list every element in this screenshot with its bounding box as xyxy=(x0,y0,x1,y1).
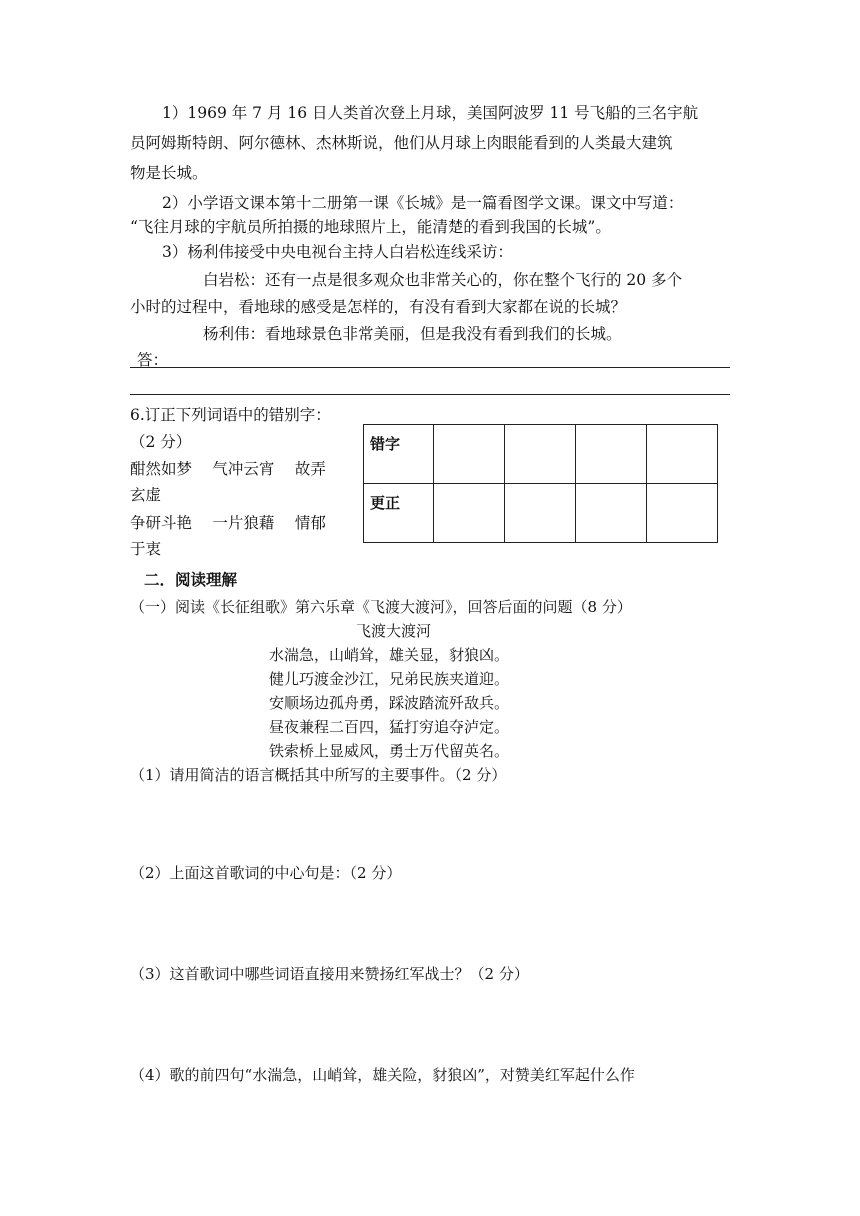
q6-score: （2 分） xyxy=(130,433,192,451)
passage-1-line-1: 1）1969 年 7 月 16 日人类首次登上月球，美国阿波罗 11 号飞船的三名宇航 xyxy=(162,104,699,122)
section-heading: 二．阅读理解 xyxy=(144,571,238,589)
q6-words-line-2: 玄虚 xyxy=(130,486,162,504)
correction-cell[interactable] xyxy=(434,484,505,543)
correction-label: 更正 xyxy=(364,484,434,543)
poem-line: 铁索桥上显威风，勇士万代留英名。 xyxy=(269,742,510,760)
question-1: （1）请用简洁的语言概括其中所写的主要事件。（2 分） xyxy=(130,766,507,784)
poem-line: 安顺场边孤舟勇，踩波踏流歼敌兵。 xyxy=(269,694,510,712)
q6-words-line-1: 酣然如梦 气冲云宵 故弄 xyxy=(130,460,326,478)
poem-title: 飞渡大渡河 xyxy=(356,622,432,640)
poem-line: 健儿巧渡金沙江，兄弟民族夹道迎。 xyxy=(269,670,510,688)
passage-1-line-3: 物是长城。 xyxy=(130,164,208,182)
passage-3-line-2: 白岩松：还有一点是很多观众也非常关心的，你在整个飞行的 20 多个 xyxy=(203,271,683,289)
passage-2-line-2: “飞往月球的宇航员所拍摄的地球照片上，能清楚的看到我国的长城”。 xyxy=(130,218,611,236)
answer-line-2[interactable] xyxy=(130,394,730,395)
wrong-char-cell[interactable] xyxy=(434,425,505,484)
question-4: （4）歌的前四句“水湍急，山峭耸，雄关险，豺狼凶”，对赞美红军起什么作 xyxy=(130,1066,635,1084)
wrong-char-cell[interactable] xyxy=(505,425,576,484)
answer-line-1[interactable] xyxy=(130,367,730,368)
passage-2-line-1: 2）小学语文课本第十二册第一课《长城》是一篇看图学文课。课文中写道： xyxy=(162,194,684,212)
wrong-char-cell[interactable] xyxy=(576,425,647,484)
q6-words-line-4: 于衷 xyxy=(130,540,162,558)
q6-words-line-3: 争研斗艳 一片狼藉 情郁 xyxy=(130,514,326,532)
q6-title: 6.订正下列词语中的错别字： xyxy=(130,406,331,424)
passage-1-line-2: 员阿姆斯特朗、阿尔德林、杰林斯说，他们从月球上肉眼能看到的人类最大建筑 xyxy=(130,134,673,152)
reading-intro: （一）阅读《长征组歌》第六乐章《飞渡大渡河》，回答后面的问题（8 分） xyxy=(130,598,632,616)
wrong-char-label: 错字 xyxy=(364,425,434,484)
poem-line: 昼夜兼程二百四，猛打穷追夺泸定。 xyxy=(269,718,510,736)
passage-3-line-4: 杨利伟：看地球景色非常美丽，但是我没有看到我们的长城。 xyxy=(203,325,622,343)
correction-cell[interactable] xyxy=(505,484,576,543)
answer-label: 答： xyxy=(137,351,169,369)
passage-3-line-3: 小时的过程中，看地球的感受是怎样的，有没有看到大家都在说的长城？ xyxy=(130,298,627,316)
poem-line: 水湍急，山峭耸，雄关显，豺狼凶。 xyxy=(269,646,510,664)
question-3: （3）这首歌词中哪些词语直接用来赞扬红军战士？（2 分） xyxy=(130,965,529,983)
correction-row xyxy=(364,484,718,543)
correction-cell[interactable] xyxy=(576,484,647,543)
question-2: （2）上面这首歌词的中心句是：（2 分） xyxy=(130,864,402,882)
wrong-char-row xyxy=(364,425,718,484)
correction-table xyxy=(363,424,718,543)
correction-cell[interactable] xyxy=(647,484,718,543)
passage-3-line-1: 3）杨利伟接受中央电视台主持人白岩松连线采访： xyxy=(162,243,513,261)
wrong-char-cell[interactable] xyxy=(647,425,718,484)
